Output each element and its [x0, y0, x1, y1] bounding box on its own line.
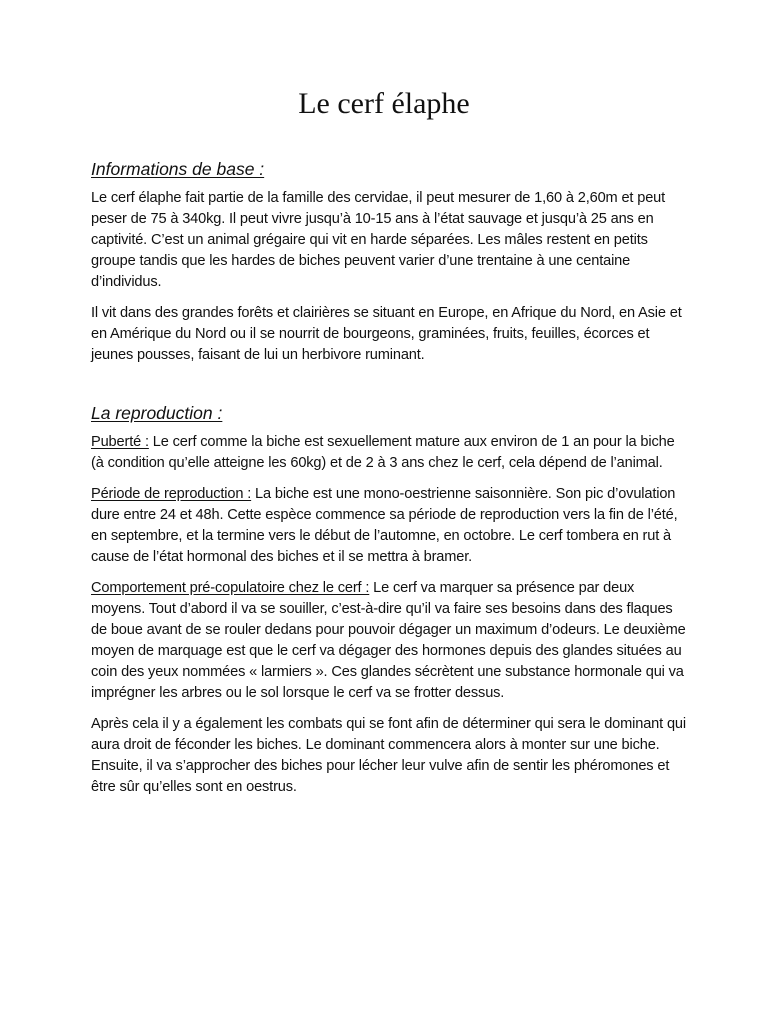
paragraph-habitat: Il vit dans des grandes forêts et clairières se situant en Europe, en Afrique du Nord, en Asie et en Amérique du Nord ou il se nourrit de bourgeons, graminées, fruits, feuilles, écorces et jeunes pousses, faisant de lui un herbivore ruminant.	[91, 305, 682, 363]
document-title: Le cerf élaphe	[298, 87, 470, 120]
document-body	[91, 156, 691, 808]
paragraph-label: Puberté :	[91, 434, 149, 450]
paragraph-description: Le cerf élaphe fait partie de la famille des cervidae, il peut mesurer de 1,60 à 2,60m et peut peser de 75 à 340kg. Il peut vivre jusqu’à 10-15 ans à l’état sauvage et jusqu’à 25 ans en captivité. C’est un animal grégaire qui vit en harde séparées. Les mâles restent en petits groupe tandis que les hardes de biches peuvent varier d’une trentaine à une centaine d’individus.	[91, 190, 666, 290]
section-heading: Informations de base :	[91, 159, 265, 179]
paragraph-label: Comportement pré-copulatoire chez le cerf :	[91, 580, 370, 596]
section-reproduction	[91, 400, 691, 798]
paragraph-text: Le cerf va marquer sa présence par deux moyens. Tout d’abord il va se souiller, c’est-à-dire qu’il va faire ses besoins dans des flaques de boue avant de se rouler dedans pour pouvoir dégager un maximum d’odeurs. Le deuxième moyen de marquage est que le cerf va dégager des hormones depuis des glandes situées au coin des yeux nommées « larmiers ». Ces glandes sécrètent une substance hormonale qui va imprégner les arbres ou le sol lorsque le cerf va se frotter dessus.	[91, 580, 686, 701]
paragraph-text: La biche est une mono-oestrienne saisonnière. Son pic d’ovulation dure entre 24 et 48h. Cette espèce commence sa période de reproduction vers la fin de l’été, en septembre, et la termine vers le début de l’automne, en octobre. Le cerf tombera en rut à cause de l’état hormonal des biches et il se mettra à bramer.	[91, 486, 678, 565]
paragraph-combats	[91, 714, 691, 798]
paragraph-text: Le cerf comme la biche est sexuellement mature aux environ de 1 an pour la biche (à condition qu’elle atteigne les 60kg) et de 2 à 3 ans chez le cerf, cela dépend de l’animal.	[91, 434, 675, 471]
section-informations-de-base	[91, 156, 691, 366]
paragraph-label: Période de reproduction :	[91, 486, 252, 502]
section-heading: La reproduction :	[91, 403, 223, 423]
paragraph-comportement	[91, 578, 691, 704]
paragraph-puberte	[91, 432, 691, 474]
paragraph-text: Après cela il y a également les combats qui se font afin de déterminer qui sera le dominant qui aura droit de féconder les biches. Le dominant commencera alors à monter sur une biche. Ensuite, il va s’approcher des biches pour lécher leur vulve afin de sentir les phéromones et être sûr qu’elles sont en oestrus.	[91, 716, 686, 795]
paragraph-periode-reproduction	[91, 484, 691, 568]
